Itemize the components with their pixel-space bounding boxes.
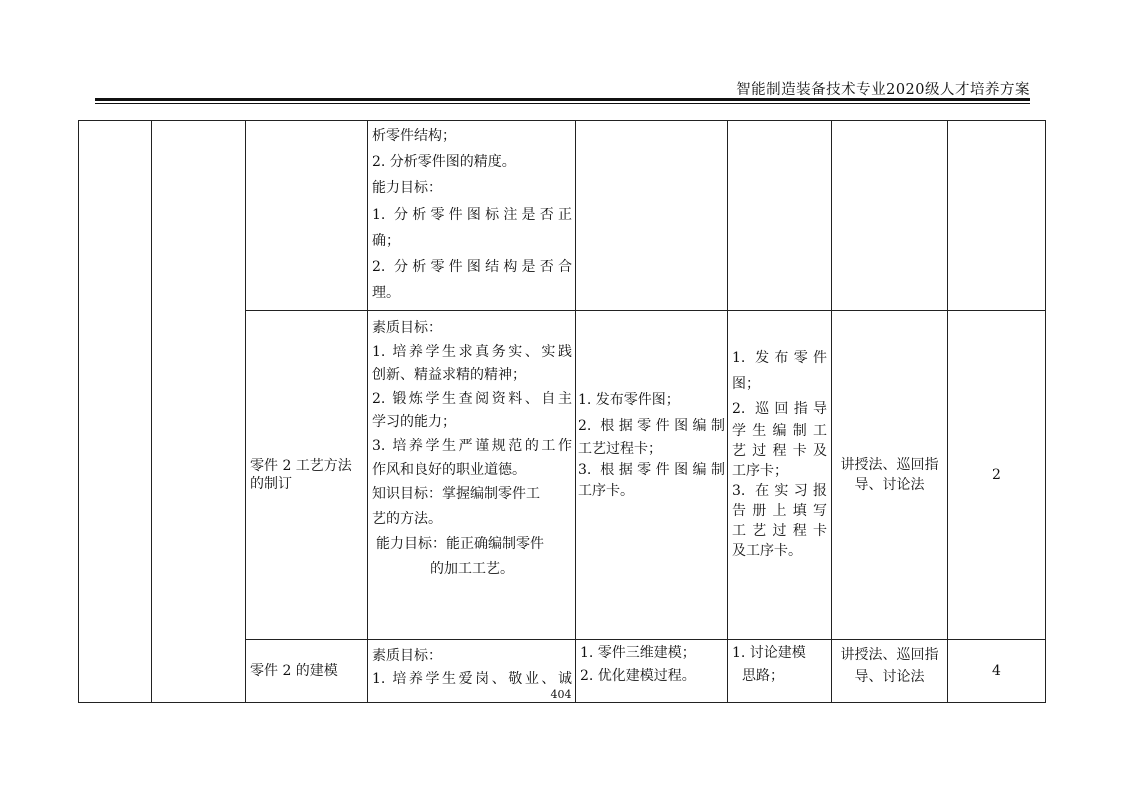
teacher-activity-line: 工序卡。 [578, 483, 634, 499]
objectives-cell [368, 121, 576, 311]
objective-line: 作风和良好的职业道德。 [372, 461, 526, 478]
module-cell [79, 121, 152, 703]
student-activity-cell [728, 311, 832, 640]
task-cell [246, 121, 368, 311]
student-activity-line: 1. 讨论建模 [732, 645, 806, 661]
teacher-activity-cell [576, 121, 728, 311]
objective-line: 3. 培养学生严谨规范的工作 [372, 437, 572, 454]
teacher-activity-line: 3. 根据零件图编制 [578, 462, 725, 478]
hours-cell [948, 121, 1046, 311]
header-rule-thick [95, 98, 1030, 101]
student-activity-line: 3. 在实习报 [732, 483, 827, 499]
objective-line: 创新、精益求精的精神； [372, 367, 526, 384]
student-activity-line: 思路； [742, 668, 784, 684]
method-line: 导、讨论法 [854, 477, 925, 493]
objective-line: 能力目标： [372, 180, 442, 197]
method-line: 讲授法、巡回指 [840, 647, 939, 663]
objective-line: 确； [372, 232, 400, 249]
objective-line: 知识目标：掌握编制零件工 [372, 486, 540, 503]
student-activity-line: 艺过程卡及 [732, 443, 827, 459]
student-activity-line: 1. 发布零件 [732, 350, 827, 366]
objective-line: 的加工工艺。 [430, 561, 514, 578]
teacher-activity-line: 1. 零件三维建模； [580, 645, 696, 661]
method-cell [832, 121, 948, 311]
document-header-title: 智能制造装备技术专业2020级人才培养方案 [736, 82, 1030, 98]
teacher-activity-line: 1. 发布零件图； [578, 392, 680, 408]
student-activity-cell [728, 121, 832, 311]
objective-line: 艺的方法。 [372, 511, 442, 528]
student-activity-line: 2. 巡回指导 [732, 401, 827, 417]
method-cell [832, 311, 948, 640]
training-plan-table [78, 120, 1046, 703]
teacher-activity-line: 2. 优化建模过程。 [580, 668, 696, 684]
objective-line: 素质目标： [372, 648, 442, 664]
method-line: 导、讨论法 [854, 669, 925, 685]
task-name: 零件 2 的建模 [250, 662, 338, 679]
objective-line: 学习的能力； [372, 414, 456, 431]
student-activity-line: 工艺过程卡 [732, 523, 827, 539]
objective-line: 1. 培养学生求真务实、实践 [372, 343, 572, 360]
objective-line: 能力目标：能正确编制零件 [376, 536, 544, 553]
task-cell [246, 311, 368, 640]
objective-line: 2. 锻炼学生查阅资料、自主 [372, 390, 572, 407]
teacher-activity-line: 2. 根据零件图编制 [578, 418, 725, 434]
hours-cell [948, 311, 1046, 640]
method-line: 讲授法、巡回指 [840, 457, 939, 473]
objective-line: 1. 培养学生爱岗、敬业、诚 [372, 671, 572, 687]
table-row [79, 121, 1046, 311]
student-activity-line: 图； [732, 376, 760, 392]
header-rule-thin [95, 103, 1030, 104]
objectives-cell [368, 311, 576, 640]
hours-value: 2 [992, 466, 1001, 483]
objective-line: 析零件结构； [372, 128, 456, 144]
student-activity-line: 工序卡； [732, 463, 788, 479]
hours-value: 4 [992, 662, 1001, 679]
student-activity-line: 及工序卡。 [732, 543, 802, 559]
student-activity-line: 告册上填写 [732, 503, 827, 519]
project-cell [152, 121, 246, 703]
teacher-activity-line: 工艺过程卡； [578, 441, 662, 457]
page-number: 404 [550, 688, 572, 701]
objective-line: 1. 分析零件图标注是否正 [372, 206, 572, 223]
objective-line: 2. 分析零件图结构是否合 [372, 259, 572, 276]
objective-line: 2. 分析零件图的精度。 [372, 154, 516, 171]
objective-line: 素质目标： [372, 320, 442, 336]
task-name: 零件 2 工艺方法的制订 [250, 457, 352, 492]
objective-line: 理。 [372, 285, 400, 302]
student-activity-line: 学生编制工 [732, 423, 827, 439]
teacher-activity-cell [576, 311, 728, 640]
